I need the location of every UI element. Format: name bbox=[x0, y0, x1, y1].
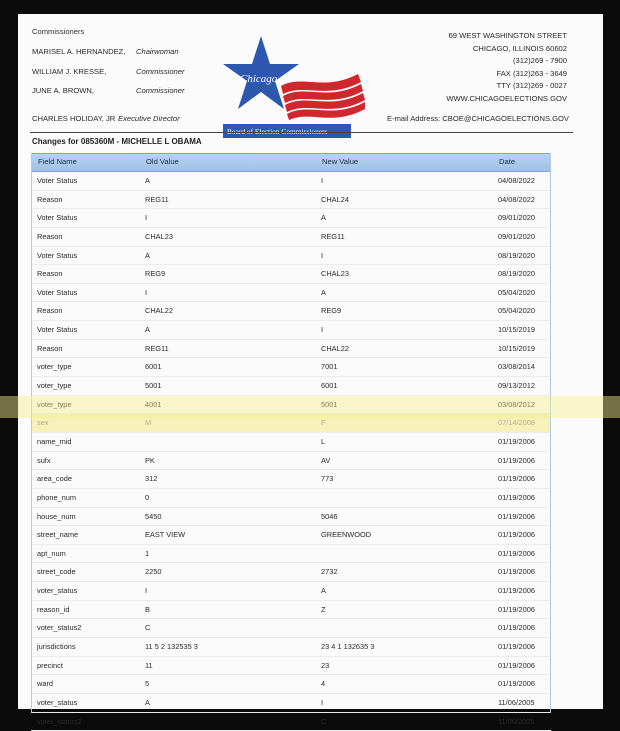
new-value-cell: F bbox=[321, 418, 326, 428]
old-value-cell: 6001 bbox=[145, 362, 162, 372]
table-row bbox=[31, 470, 551, 489]
date-cell: 01/19/2006 bbox=[498, 623, 535, 633]
date-cell: 11/06/2005 bbox=[498, 697, 535, 707]
date-cell: 05/04/2020 bbox=[498, 287, 535, 297]
table-row bbox=[31, 321, 551, 340]
new-value-cell: C bbox=[321, 716, 327, 726]
field-name-cell: voter_status bbox=[37, 586, 78, 596]
date-cell: 09/01/2020 bbox=[498, 213, 535, 223]
field-name-cell: voter_type bbox=[37, 362, 72, 372]
new-value-cell: GREENWOOD bbox=[321, 530, 372, 540]
table-row bbox=[31, 340, 551, 359]
new-value-cell: 5046 bbox=[321, 511, 338, 521]
table-row bbox=[31, 601, 551, 620]
field-name-cell: reason_id bbox=[37, 604, 70, 614]
field-name-cell: phone_num bbox=[37, 492, 77, 502]
person-role: Executive Director bbox=[118, 114, 180, 123]
date-cell: 11/06/2005 bbox=[498, 716, 535, 726]
field-name-cell: Voter Status bbox=[37, 325, 78, 335]
new-value-cell: L bbox=[321, 436, 326, 446]
person-role: Commissioner bbox=[136, 67, 185, 76]
field-name-cell: Reason bbox=[37, 231, 63, 241]
old-value-cell: REG11 bbox=[145, 194, 169, 204]
column-header: Date bbox=[499, 157, 516, 166]
date-cell: 04/08/2022 bbox=[498, 176, 535, 185]
field-name-cell: Reason bbox=[37, 343, 63, 353]
document-page bbox=[18, 14, 603, 726]
new-value-cell: 2732 bbox=[321, 567, 338, 577]
changes-title: Changes for 085360M - MICHELLE L OBAMA bbox=[32, 137, 202, 146]
new-value-cell: 23 bbox=[321, 660, 330, 670]
old-value-cell: 312 bbox=[145, 474, 158, 484]
date-cell: 03/08/2012 bbox=[498, 399, 535, 409]
old-value-cell: I bbox=[145, 213, 148, 223]
table-row bbox=[31, 657, 551, 676]
address-line: (312)269 - 7900 bbox=[512, 56, 567, 66]
date-cell: 09/13/2012 bbox=[498, 381, 535, 391]
changes-table bbox=[31, 153, 551, 731]
field-name-cell: name_mid bbox=[37, 436, 72, 446]
new-value-cell: I bbox=[321, 697, 324, 707]
column-header: Field Name bbox=[38, 157, 77, 166]
old-value-cell: M bbox=[145, 418, 152, 428]
field-name-cell: sex bbox=[37, 418, 49, 428]
address-line: WWW.CHICAGOELECTIONS.GOV bbox=[446, 93, 567, 103]
field-name-cell: Voter Status bbox=[37, 176, 78, 185]
field-name-cell: house_num bbox=[37, 511, 76, 521]
new-value-cell: 7001 bbox=[321, 362, 338, 372]
new-value-cell: AV bbox=[321, 455, 331, 465]
date-cell: 01/19/2006 bbox=[498, 586, 535, 596]
table-row bbox=[31, 563, 551, 582]
field-name-cell: ward bbox=[37, 679, 54, 689]
table-row bbox=[31, 526, 551, 545]
table-row bbox=[31, 265, 551, 284]
person-name: JUNE A. BROWN, bbox=[32, 86, 95, 95]
highlight-band bbox=[0, 396, 620, 418]
field-name-cell: voter_type bbox=[37, 381, 72, 391]
logo-city-text: Chicago bbox=[240, 73, 278, 85]
new-value-cell: I bbox=[321, 325, 324, 335]
old-value-cell: A bbox=[145, 697, 150, 707]
person-role: Commissioner bbox=[136, 86, 185, 95]
field-name-cell: Reason bbox=[37, 306, 63, 316]
date-cell: 04/08/2022 bbox=[498, 194, 535, 204]
date-cell: 10/15/2019 bbox=[498, 325, 535, 335]
old-value-cell: A bbox=[145, 176, 150, 185]
table-row bbox=[31, 582, 551, 601]
field-name-cell: street_code bbox=[37, 567, 76, 577]
table-row bbox=[31, 228, 551, 247]
address-line: TTY (312)269 - 0027 bbox=[496, 81, 567, 91]
field-name-cell: sufx bbox=[37, 455, 51, 465]
old-value-cell: PK bbox=[145, 455, 155, 465]
old-value-cell: 5001 bbox=[145, 381, 162, 391]
table-row bbox=[31, 209, 551, 228]
old-value-cell: CHAL22 bbox=[145, 306, 173, 316]
person-name: WILLIAM J. KRESSE, bbox=[32, 67, 107, 76]
table-row bbox=[31, 694, 551, 713]
table-row bbox=[31, 638, 551, 657]
old-value-cell: 5 bbox=[145, 679, 150, 689]
field-name-cell: voter_status bbox=[37, 697, 78, 707]
field-name-cell: apt_num bbox=[37, 548, 66, 558]
table-row bbox=[31, 358, 551, 377]
date-cell: 01/19/2006 bbox=[498, 455, 535, 465]
old-value-cell: 11 bbox=[145, 660, 153, 670]
field-name-cell: precinct bbox=[37, 660, 63, 670]
old-value-cell: 11 5 2 132535 3 bbox=[145, 642, 198, 652]
address-block bbox=[446, 30, 567, 106]
old-value-cell: I bbox=[145, 586, 148, 596]
address-line: FAX (312)263 - 3649 bbox=[496, 68, 567, 78]
new-value-cell: 773 bbox=[321, 474, 334, 484]
person-name: MARISEL A. HERNANDEZ, bbox=[32, 47, 126, 56]
date-cell: 01/19/2006 bbox=[498, 604, 535, 614]
field-name-cell: Voter Status bbox=[37, 287, 78, 297]
date-cell: 01/19/2006 bbox=[498, 660, 535, 670]
email-line: E-mail Address: CBOE@CHICAGOELECTIONS.GOV bbox=[387, 114, 569, 123]
date-cell: 08/19/2020 bbox=[498, 269, 535, 279]
table-row bbox=[31, 675, 551, 694]
new-value-cell: REG9 bbox=[321, 306, 342, 316]
table-row bbox=[31, 545, 551, 564]
old-value-cell: REG9 bbox=[145, 269, 166, 279]
old-value-cell: C bbox=[145, 623, 151, 633]
field-name-cell: voter_status2 bbox=[37, 716, 82, 726]
flag-icon bbox=[281, 74, 365, 120]
old-value-cell: I bbox=[145, 287, 148, 297]
old-value-cell: 4001 bbox=[145, 399, 162, 409]
old-value-cell: REG11 bbox=[145, 343, 169, 353]
old-value-cell: 2250 bbox=[145, 567, 162, 577]
date-cell: 09/01/2020 bbox=[498, 231, 535, 241]
old-value-cell: 1 bbox=[145, 548, 150, 558]
field-name-cell: area_code bbox=[37, 474, 72, 484]
new-value-cell: A bbox=[321, 287, 326, 297]
new-value-cell: Z bbox=[321, 604, 326, 614]
date-cell: 08/19/2020 bbox=[498, 250, 535, 260]
table-row bbox=[31, 489, 551, 508]
date-cell: 03/08/2014 bbox=[498, 362, 535, 372]
table-row bbox=[31, 191, 551, 210]
old-value-cell: A bbox=[145, 325, 150, 335]
old-value-cell: 0 bbox=[145, 492, 150, 502]
new-value-cell: REG11 bbox=[321, 231, 345, 241]
date-cell: 01/19/2006 bbox=[498, 436, 535, 446]
address-line: 69 WEST WASHINGTON STREET bbox=[448, 31, 567, 40]
person-name: CHARLES HOLIDAY, JR bbox=[32, 114, 116, 123]
old-value-cell: 5450 bbox=[145, 511, 162, 521]
new-value-cell: I bbox=[321, 250, 324, 260]
date-cell: 01/19/2006 bbox=[498, 642, 535, 652]
date-cell: 01/19/2006 bbox=[498, 530, 535, 540]
table-row bbox=[31, 172, 551, 191]
table-row bbox=[31, 302, 551, 321]
new-value-cell: A bbox=[321, 586, 326, 596]
old-value-cell: EAST VIEW bbox=[145, 530, 186, 540]
header-divider bbox=[30, 132, 573, 133]
table-row bbox=[31, 452, 551, 471]
date-cell: 10/15/2019 bbox=[498, 343, 535, 353]
field-name-cell: Reason bbox=[37, 194, 63, 204]
field-name-cell: Reason bbox=[37, 269, 63, 279]
field-name-cell: voter_status2 bbox=[37, 623, 82, 633]
new-value-cell: CHAL24 bbox=[321, 194, 349, 204]
field-name-cell: Voter Status bbox=[37, 250, 78, 260]
table-body bbox=[31, 172, 551, 731]
field-name-cell: street_name bbox=[37, 530, 79, 540]
table-row bbox=[31, 284, 551, 303]
date-cell: 07/14/2008 bbox=[498, 418, 535, 428]
date-cell: 01/19/2006 bbox=[498, 679, 535, 689]
column-header: New Value bbox=[322, 157, 359, 166]
old-value-cell: CHAL23 bbox=[145, 231, 173, 241]
new-value-cell: 5001 bbox=[321, 399, 338, 409]
new-value-cell: 23 4 1 132635 3 bbox=[321, 642, 375, 652]
date-cell: 01/19/2006 bbox=[498, 567, 535, 577]
table-row bbox=[31, 619, 551, 638]
date-cell: 05/04/2020 bbox=[498, 306, 535, 316]
old-value-cell: A bbox=[145, 250, 150, 260]
old-value-cell: B bbox=[145, 604, 150, 614]
table-row bbox=[31, 713, 551, 731]
new-value-cell: I bbox=[321, 176, 324, 185]
table-header bbox=[31, 153, 551, 172]
date-cell: 01/19/2006 bbox=[498, 511, 535, 521]
commissioners-title: Commissioners bbox=[32, 27, 85, 36]
chicago-elections-logo bbox=[223, 34, 373, 142]
table-row bbox=[31, 247, 551, 266]
date-cell: 01/19/2006 bbox=[498, 548, 535, 558]
field-name-cell: jurisdictions bbox=[37, 642, 76, 652]
field-name-cell: Voter Status bbox=[37, 213, 78, 223]
new-value-cell: 4 bbox=[321, 679, 326, 689]
column-header: Old Value bbox=[146, 157, 179, 166]
address-line: CHICAGO, ILLINOIS 60602 bbox=[472, 43, 567, 53]
field-name-cell: voter_type bbox=[37, 399, 72, 409]
table-row bbox=[31, 377, 551, 396]
table-row bbox=[31, 508, 551, 527]
new-value-cell: CHAL23 bbox=[321, 269, 349, 279]
new-value-cell: CHAL22 bbox=[321, 343, 349, 353]
person-role: Chairwoman bbox=[136, 47, 179, 56]
new-value-cell: 6001 bbox=[321, 381, 338, 391]
table-row bbox=[31, 433, 551, 452]
date-cell: 01/19/2006 bbox=[498, 474, 535, 484]
new-value-cell: A bbox=[321, 213, 326, 223]
date-cell: 01/19/2006 bbox=[498, 492, 535, 502]
